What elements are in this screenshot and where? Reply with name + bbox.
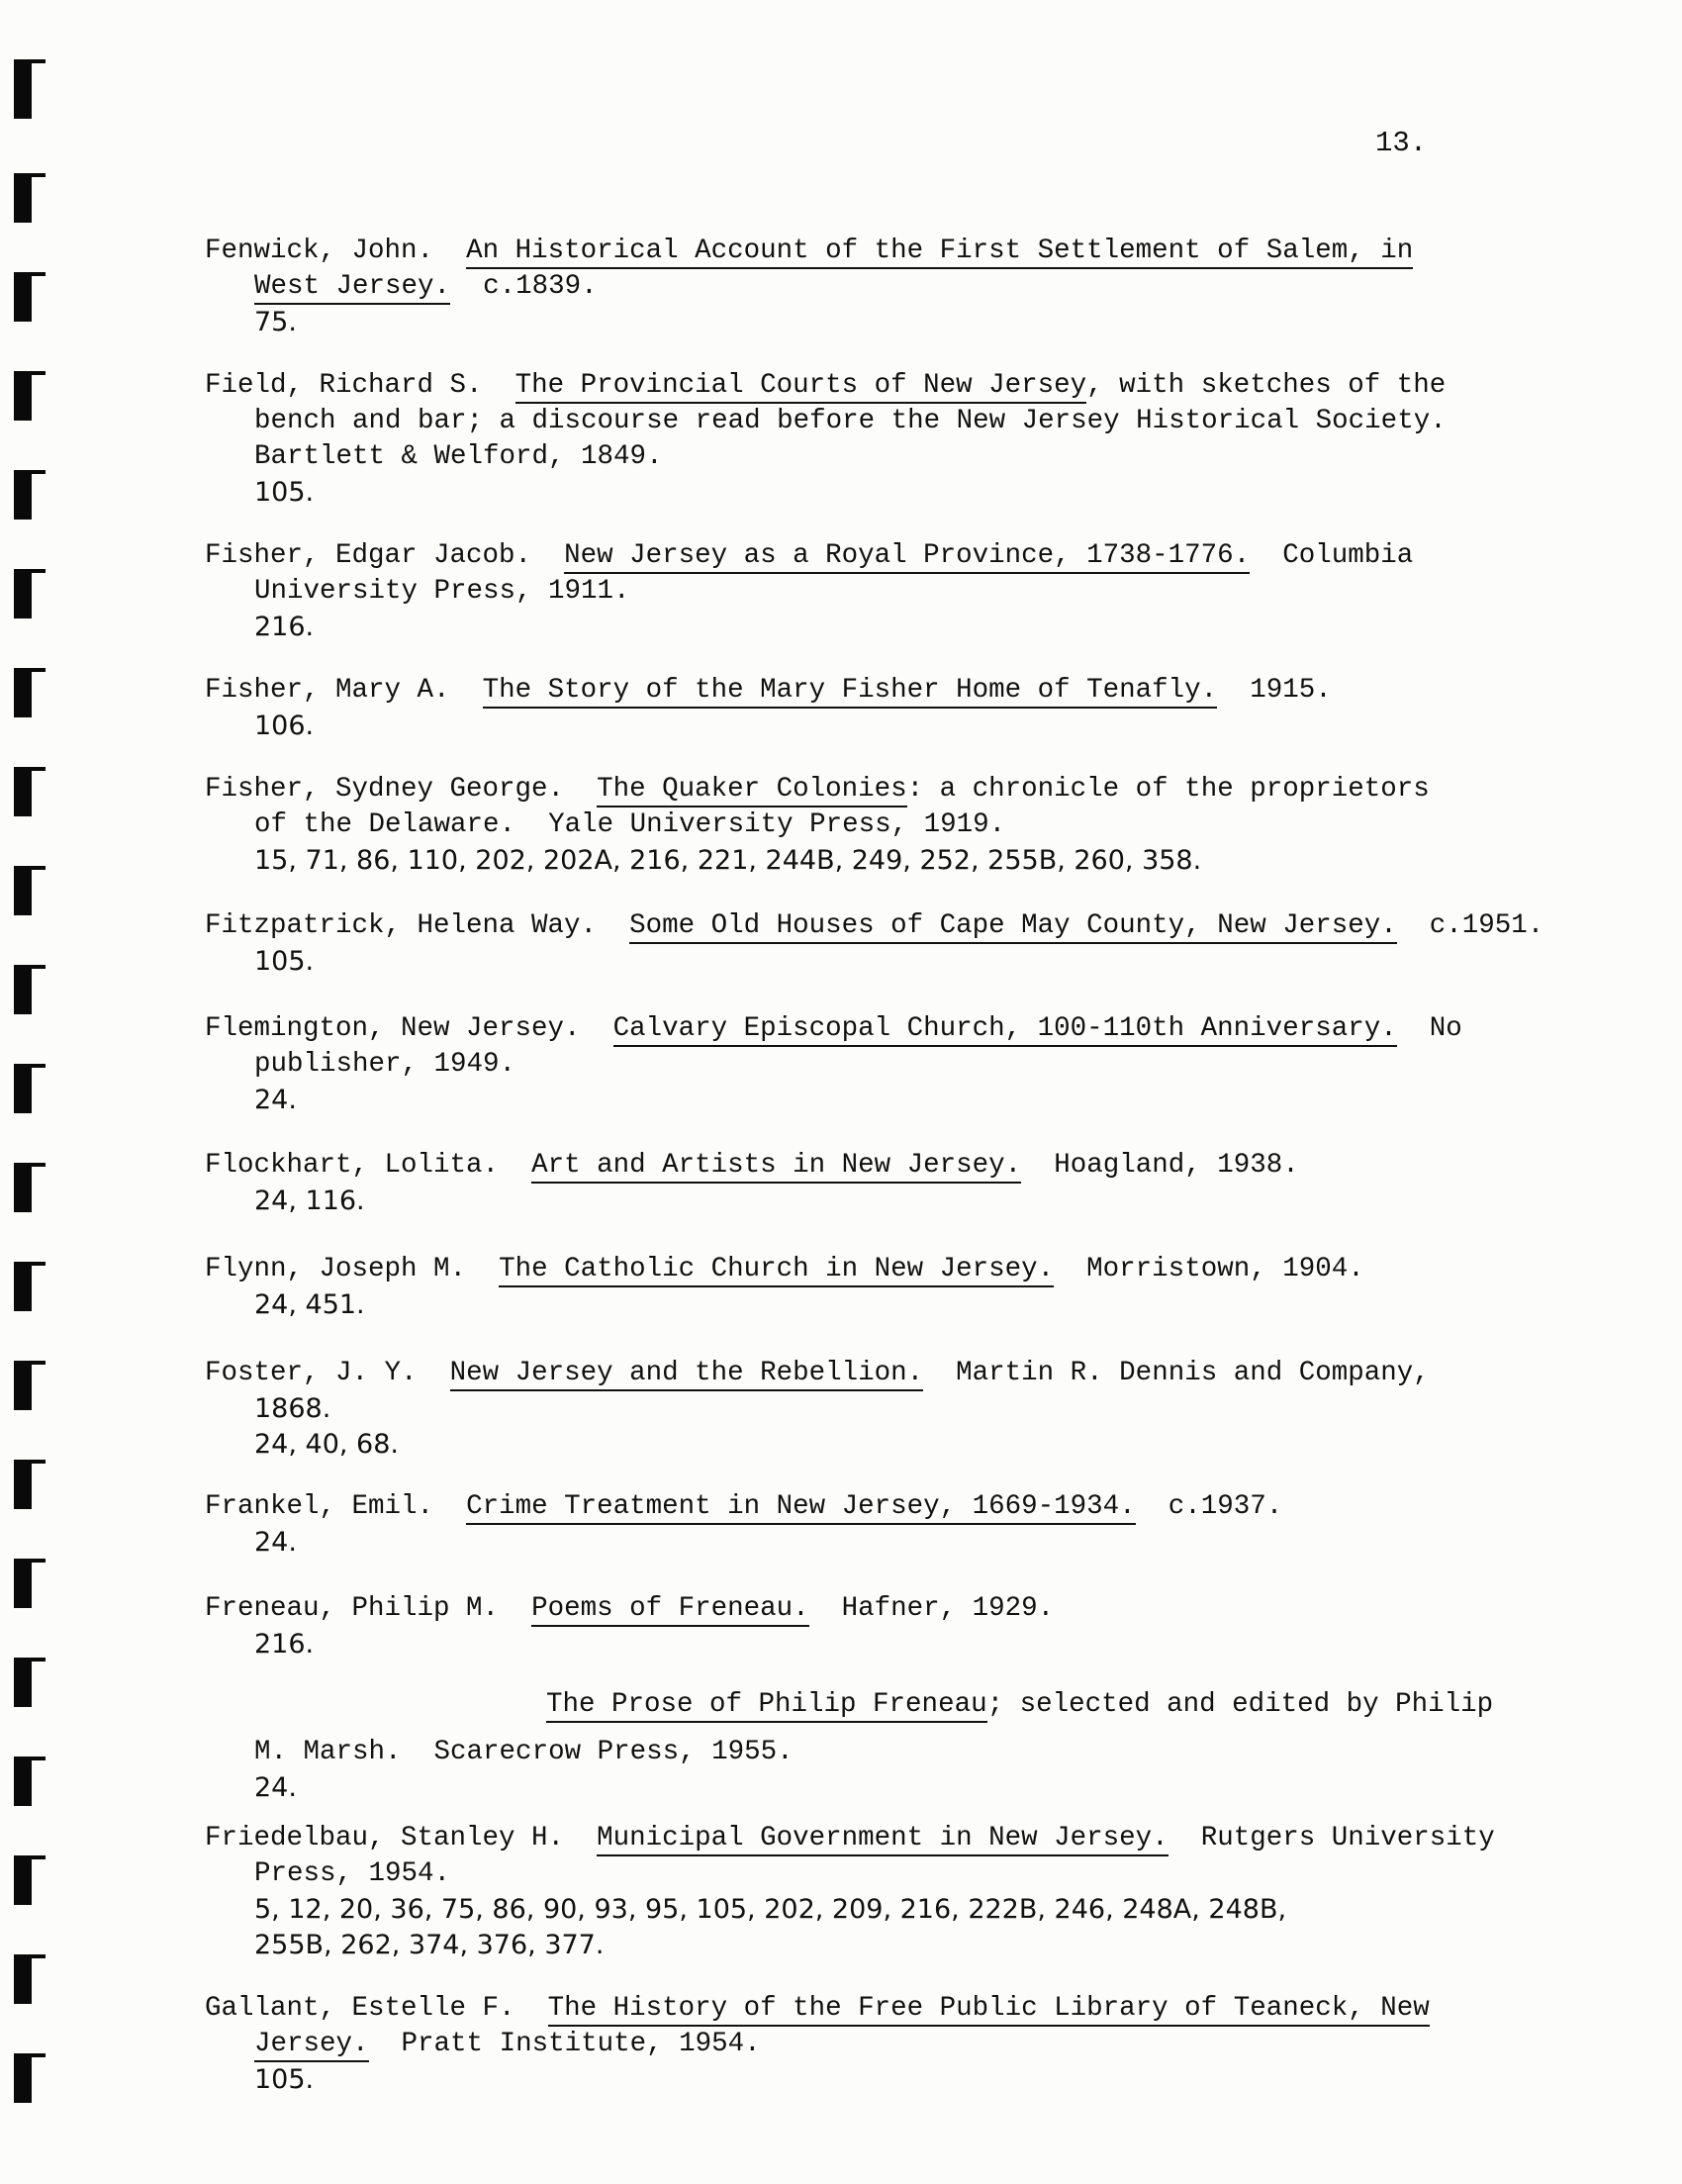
binding-hole	[14, 173, 32, 223]
bibliography-entry	[205, 1011, 1570, 1118]
bibliography-entry	[205, 1687, 1570, 1806]
entry-title: The Catholic Church in New Jersey.	[499, 1254, 1054, 1287]
binding-hole	[14, 767, 32, 816]
binding-hole	[14, 1658, 32, 1707]
entry-page-refs: 255B, 262, 374, 376, 377.	[254, 1930, 605, 1960]
entry-publication: c.1951.	[1429, 910, 1544, 941]
entry-subtitle: , with sketches of the	[1086, 370, 1447, 401]
entry-title: Crime Treatment in New Jersey, 1669-1934.	[466, 1491, 1136, 1525]
bibliography-entry	[205, 1252, 1570, 1323]
entry-title: Art and Artists in New Jersey.	[531, 1150, 1021, 1184]
entry-author: Flynn, Joseph M.	[205, 1254, 467, 1284]
entry-publication: No	[1429, 1013, 1462, 1044]
entry-publication: Pratt Institute, 1954.	[401, 2029, 761, 2059]
entry-author: Frankel, Emil.	[205, 1491, 434, 1522]
entry-author: Fisher, Sydney George.	[205, 774, 565, 805]
entry-page-refs: 105.	[254, 946, 315, 977]
bibliography-entry	[205, 1591, 1570, 1662]
binding-hole	[14, 1262, 32, 1311]
binding-hole	[14, 1163, 32, 1212]
bibliography-entry	[205, 673, 1570, 744]
entry-title: Municipal Government in New Jersey.	[597, 1823, 1168, 1856]
entry-page-refs: 105.	[254, 477, 315, 508]
bibliography-entry	[205, 1148, 1570, 1219]
entry-title: Calvary Episcopal Church, 100-110th Anniversary.	[613, 1013, 1397, 1047]
entry-page-refs: 24, 40, 68.	[254, 1429, 399, 1460]
entry-page-refs: 24.	[254, 1085, 297, 1115]
entry-page-refs: 15, 71, 86, 110, 202, 202A, 216, 221, 244B, 249, 252, 255B, 260, 358.	[254, 845, 1202, 876]
entry-publication: Columbia	[1282, 540, 1414, 571]
entry-title: The Quaker Colonies	[597, 774, 907, 807]
binding-hole	[14, 1954, 32, 2004]
binding-hole	[14, 569, 32, 618]
entry-publication: c.1839.	[483, 271, 598, 302]
binding-hole	[14, 1559, 32, 1608]
bibliography-entry	[205, 908, 1570, 980]
binding-hole	[14, 668, 32, 717]
binding-hole	[14, 2053, 32, 2103]
entry-title: Jersey.	[254, 2029, 369, 2062]
bibliography-entry	[205, 772, 1570, 879]
entry-publication: Hoagland, 1938.	[1054, 1150, 1299, 1181]
entry-author: Fisher, Mary A.	[205, 675, 450, 706]
entry-title: Some Old Houses of Cape May County, New Jersey.	[629, 910, 1397, 944]
entry-page-refs: 24, 116.	[254, 1186, 365, 1216]
binding-hole	[14, 866, 32, 915]
entry-page-refs: 216.	[254, 612, 315, 642]
binding-hole	[14, 272, 32, 322]
binding-hole	[14, 1460, 32, 1509]
entry-publication: c.1937.	[1168, 1491, 1283, 1522]
entry-page-refs: 5, 12, 20, 36, 75, 86, 90, 93, 95, 105, 202, 209, 216, 222B, 246, 248A, 248B,	[254, 1894, 1287, 1925]
entry-page-refs: 106.	[254, 711, 315, 741]
entry-author: Fisher, Edgar Jacob.	[205, 540, 532, 571]
bibliography-entry	[205, 234, 1570, 340]
entry-author: Foster, J. Y.	[205, 1358, 418, 1388]
entry-subtitle: ; selected and edited by Philip	[986, 1689, 1494, 1720]
spiral-binding	[0, 59, 59, 2147]
bibliography-entry	[205, 538, 1570, 645]
entry-page-refs: 105.	[254, 2064, 315, 2095]
entry-author: Gallant, Estelle F.	[205, 1993, 515, 2024]
entry-page-refs: 24.	[254, 1527, 297, 1558]
bibliography-entry	[205, 1991, 1570, 2098]
entry-title: Poems of Freneau.	[531, 1593, 809, 1627]
bibliography-entry	[205, 1489, 1570, 1561]
entry-title: The Prose of Philip Freneau	[546, 1689, 987, 1723]
entry-page-refs: 216.	[254, 1629, 315, 1660]
entry-publication: Press, 1954.	[254, 1858, 451, 1889]
entry-title: West Jersey.	[254, 271, 450, 305]
entry-subtitle: : a chronicle of the proprietors	[906, 774, 1430, 805]
entry-title: The Story of the Mary Fisher Home of Tenafly.	[483, 675, 1218, 709]
entry-author: Flemington, New Jersey.	[205, 1013, 581, 1044]
binding-hole	[14, 470, 32, 520]
entry-author: Freneau, Philip M.	[205, 1593, 500, 1624]
entry-publication: publisher, 1949.	[254, 1049, 516, 1080]
binding-hole	[14, 965, 32, 1014]
entry-publication: 1915.	[1250, 675, 1332, 706]
bibliography-entry	[205, 1821, 1570, 1963]
entry-author: Flockhart, Lolita.	[205, 1150, 500, 1181]
bibliography-entry	[205, 1356, 1570, 1463]
entry-title: New Jersey as a Royal Province, 1738-1776.	[564, 540, 1250, 574]
binding-hole	[14, 59, 32, 119]
entry-publication: Scarecrow Press, 1955.	[433, 1737, 794, 1767]
entry-subtitle: of the Delaware.	[254, 809, 516, 840]
entry-publication: 1868.	[254, 1393, 331, 1424]
entry-publication: Martin R. Dennis and Company,	[956, 1358, 1430, 1388]
entry-subtitle: M. Marsh.	[254, 1737, 402, 1767]
entry-author: Fitzpatrick, Helena Way.	[205, 910, 598, 941]
page-number: 13.	[1375, 127, 1428, 159]
binding-hole	[14, 371, 32, 421]
bibliography-entry	[205, 368, 1570, 511]
entry-publication: Hafner, 1929.	[841, 1593, 1055, 1624]
entry-page-refs: 75.	[254, 307, 297, 337]
binding-hole	[14, 1064, 32, 1113]
binding-hole	[14, 1361, 32, 1410]
entry-page-refs: 24, 451.	[254, 1289, 365, 1320]
entry-author: Friedelbau, Stanley H.	[205, 1823, 565, 1853]
entry-publication: Yale University Press, 1919.	[548, 809, 1006, 840]
entry-publication: Morristown, 1904.	[1086, 1254, 1364, 1284]
entry-page-refs: 24.	[254, 1772, 297, 1803]
entry-publication: Rutgers University	[1200, 1823, 1495, 1853]
entry-author: Field, Richard S.	[205, 370, 483, 401]
entry-author: Fenwick, John.	[205, 236, 434, 266]
entry-title: New Jersey and the Rebellion.	[450, 1358, 924, 1391]
entry-subtitle: bench and bar; a discourse read before the New Jersey Historical Society.	[254, 406, 1447, 436]
entry-title: The History of the Free Public Library of Teaneck, New	[548, 1993, 1430, 2027]
entry-title: An Historical Account of the First Settlement of Salem, in	[466, 236, 1413, 269]
entry-title: The Provincial Courts of New Jersey	[515, 370, 1087, 404]
entry-publication: Bartlett & Welford, 1849.	[254, 441, 663, 472]
binding-hole	[14, 1757, 32, 1806]
entry-publication: University Press, 1911.	[254, 576, 630, 607]
binding-hole	[14, 1855, 32, 1905]
